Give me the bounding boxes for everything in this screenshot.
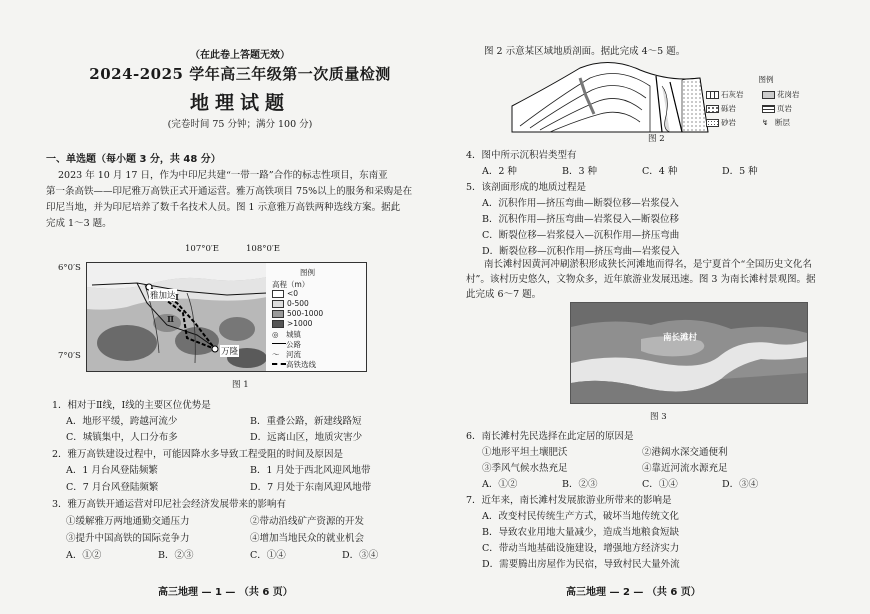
conglomerate-swatch bbox=[706, 105, 719, 113]
choice: D．③④ bbox=[722, 479, 759, 490]
rail-route-icon bbox=[272, 363, 286, 368]
choice: A．①② bbox=[66, 550, 102, 561]
figure3-intro-line: 南长滩村因黄河冲刷淤积形成狭长河滩地而得名，是宁夏首个“全国历史文化名 bbox=[484, 259, 812, 270]
figure3-intro-line: 村”。该村历史悠久，文物众多，近年旅游业发展迅速。图 3 为南长滩村景观图。据 bbox=[466, 274, 816, 285]
option: D．断裂位移—沉积作用—挤压弯曲—岩浆侵入 bbox=[482, 246, 680, 257]
line-label-ii: Ⅱ bbox=[167, 315, 175, 325]
option: ④增加当地民众的就业机会 bbox=[250, 533, 365, 544]
exam-title: 2024-2025 学年高三年级第一次质量检测 bbox=[89, 65, 391, 83]
option: A．沉积作用—挤压弯曲—断裂位移—岩浆侵入 bbox=[482, 198, 679, 209]
option: ③季风气候水热充足 bbox=[482, 463, 568, 474]
figure1-caption: 图 1 bbox=[232, 380, 249, 390]
lat-label: 7°0′S bbox=[58, 351, 81, 361]
option: A．地形平缓，跨越河流少 bbox=[66, 416, 178, 427]
village-landscape bbox=[571, 303, 807, 403]
choice: D．5 种 bbox=[722, 166, 758, 177]
shale-swatch bbox=[762, 105, 775, 113]
choice: B．3 种 bbox=[562, 166, 598, 177]
terrain-map bbox=[87, 263, 267, 371]
swatch bbox=[272, 300, 284, 308]
legend-item: 高铁选线 bbox=[286, 360, 316, 369]
option: D．远离山区，地质灾害少 bbox=[250, 432, 363, 443]
option: ①缓解雅万两地通勤交通压力 bbox=[66, 516, 190, 527]
town-icon: ◎ bbox=[272, 330, 279, 339]
exam-subtitle: (完卷时间 75 分钟；满分 100 分) bbox=[167, 119, 313, 130]
option: B．导致农业用地大量减少，造成当地粮食短缺 bbox=[482, 527, 679, 538]
figure2-caption: 图 2 bbox=[648, 134, 665, 144]
lat-label: 6°0′S bbox=[58, 263, 81, 273]
swatch bbox=[272, 290, 284, 298]
footer-left: 高三地理 — 1 — （共 6 页） bbox=[158, 587, 293, 598]
place-jakarta: 雅加达 bbox=[150, 291, 176, 301]
question-stem: 1．相对于Ⅱ线，Ⅰ线的主要区位优势是 bbox=[52, 400, 211, 411]
figure3-intro-line: 此完成 6～7 题。 bbox=[466, 289, 542, 300]
lon-label: 108°0′E bbox=[246, 244, 281, 254]
choice: A．①② bbox=[482, 479, 518, 490]
intro-line: 第一条高铁——印尼雅万高铁正式开通运营。雅万高铁项目 75%以上的服务和采购是在 bbox=[46, 186, 413, 197]
fault-icon: ↯ bbox=[762, 118, 769, 127]
swatch bbox=[272, 320, 284, 328]
figure3-photo bbox=[570, 302, 808, 404]
option: ①地形平坦土壤肥沃 bbox=[482, 447, 568, 458]
figure3-caption: 图 3 bbox=[650, 412, 667, 422]
river-icon: ～ bbox=[272, 350, 280, 359]
choice: B．②③ bbox=[562, 479, 598, 490]
legend-item: 断层 bbox=[775, 118, 790, 127]
choice: D．③④ bbox=[342, 550, 379, 561]
section-title: 一、单选题（每小题 3 分，共 48 分） bbox=[46, 154, 221, 165]
intro-line: 完成 1～3 题。 bbox=[46, 218, 112, 229]
line-label-i: Ⅰ bbox=[175, 293, 179, 303]
option: D．需要腾出房屋作为民宿，导致村民大量外流 bbox=[482, 559, 680, 570]
figure2-legend bbox=[706, 74, 826, 131]
option: B．沉积作用—挤压弯曲—岩浆侵入—断裂位移 bbox=[482, 214, 679, 225]
geology-cross-section bbox=[510, 56, 710, 134]
legend-item: 花岗岩 bbox=[777, 90, 800, 99]
legend-item: 页岩 bbox=[777, 104, 792, 113]
question-stem: 7．近年来，南长滩村发展旅游业所带来的影响是 bbox=[466, 495, 672, 506]
subject-title: 地理试题 bbox=[189, 92, 290, 114]
place-bandung: 万隆 bbox=[221, 347, 239, 357]
option: C．城镇集中，人口分布多 bbox=[66, 432, 178, 443]
question-stem: 6．南长滩村先民选择在此定居的原因是 bbox=[466, 431, 634, 442]
legend-item: 0-500 bbox=[287, 299, 309, 308]
choice: A．2 种 bbox=[482, 166, 517, 177]
lon-label: 107°0′E bbox=[185, 244, 220, 254]
option: ④靠近河流水源充足 bbox=[642, 463, 728, 474]
photo-label: 南长滩村 bbox=[663, 333, 698, 343]
legend-item: 城镇 bbox=[286, 330, 301, 339]
legend-item: <0 bbox=[287, 289, 299, 298]
option: A．1 月台风登陆频繁 bbox=[66, 465, 158, 476]
choice: C．4 种 bbox=[642, 166, 678, 177]
sandstone-swatch bbox=[706, 119, 719, 127]
option: C．7 月台风登陆频繁 bbox=[66, 482, 159, 493]
swatch bbox=[272, 310, 284, 318]
option: A．改变村民传统生产方式，破坏当地传统文化 bbox=[482, 511, 679, 522]
intro-line: 印尼当地，并为印尼培养了数千名技术人员。图 1 示意雅万高铁两种选线方案。据此 bbox=[46, 202, 401, 213]
option: ③提升中国高铁的国际竞争力 bbox=[66, 533, 190, 544]
option: B．1 月处于西北风迎风地带 bbox=[250, 465, 371, 476]
footer-right: 高三地理 — 2 — （共 6 页） bbox=[566, 587, 701, 598]
choice: B．②③ bbox=[158, 550, 194, 561]
legend-title: 图例 bbox=[300, 268, 315, 277]
legend-item: 500-1000 bbox=[287, 309, 324, 318]
question-stem: 3．雅万高铁开通运营对印尼社会经济发展带来的影响有 bbox=[52, 499, 287, 510]
legend-item: 石灰岩 bbox=[721, 90, 744, 99]
question-stem: 4．图中所示沉积岩类型有 bbox=[466, 150, 577, 161]
option: C．带动当地基础设施建设，增强地方经济实力 bbox=[482, 543, 680, 554]
limestone-swatch bbox=[706, 91, 719, 99]
legend-item: 河流 bbox=[286, 350, 301, 359]
road-icon bbox=[272, 343, 286, 348]
question-stem: 2．雅万高铁建设过程中，可能因降水多导致工程受阻的时间及原因是 bbox=[52, 449, 344, 460]
figure2-intro: 图 2 示意某区域地质剖面。据此完成 4～5 题。 bbox=[484, 46, 686, 57]
option: ②港阔水深交通便利 bbox=[642, 447, 728, 458]
legend-title: 图例 bbox=[758, 75, 774, 84]
choice: C．①④ bbox=[250, 550, 286, 561]
figure1-map bbox=[86, 262, 268, 372]
intro-line: 2023 年 10 月 17 日，作为中印尼共建“一带一路”合作的标志性项目，东南亚 bbox=[58, 170, 388, 181]
legend-elev-label: 高程（m） bbox=[272, 280, 310, 289]
legend-item: >1000 bbox=[287, 319, 313, 328]
legend-item: 砾岩 bbox=[721, 104, 736, 113]
legend-item: 公路 bbox=[286, 340, 301, 349]
notice: （在此卷上答题无效） bbox=[190, 50, 290, 61]
option: C．断裂位移—岩浆侵入—沉积作用—挤压弯曲 bbox=[482, 230, 680, 241]
option: ②带动沿线矿产资源的开发 bbox=[250, 516, 365, 527]
option: B．重叠公路，新建线路短 bbox=[250, 416, 362, 427]
granite-swatch bbox=[762, 91, 775, 99]
figure1-legend bbox=[266, 262, 367, 372]
option: D．7 月处于东南风迎风地带 bbox=[250, 482, 372, 493]
legend-item: 砂岩 bbox=[721, 118, 736, 127]
question-stem: 5．该剖面形成的地质过程是 bbox=[466, 182, 587, 193]
choice: C．①④ bbox=[642, 479, 678, 490]
